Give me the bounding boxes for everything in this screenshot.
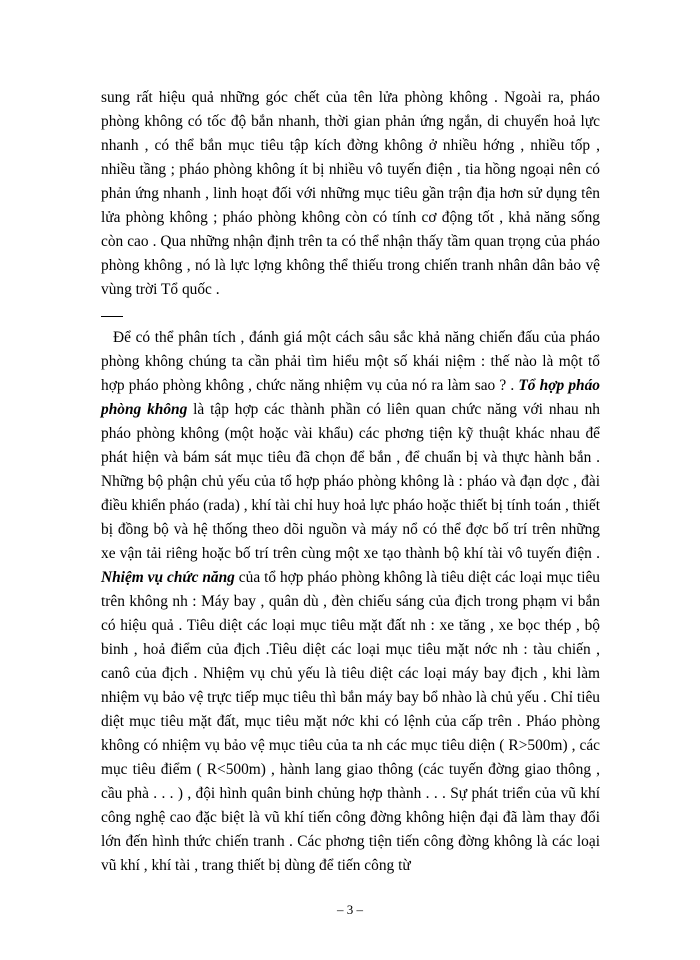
paragraph-2-part-2: là tập hợp các thành phần có liên quan chức năng với nhau nh pháo phòng không (một hoặc vài khẩu) các phơng tiện kỹ thuật khác nhau để phát hiện và bám sát mục tiêu đã chọn để bắn , để chuẩn bị và thực hành bắn . Những bộ phận chủ yếu của tổ hợp pháo phòng không là : pháo và đạn dợc , đài điều khiển pháo (rada) , khí tài chỉ huy hoả lực pháo hoặc thiết bị tính toán , thiết bị đồng bộ và hệ thống theo dõi nguồn và máy nổ có thể đợc bố trí trên những xe vận tải riêng hoặc bố trí trên cùng một xe tạo thành bộ khí tài vô tuyến điện .	[101, 401, 600, 562]
section-rule	[101, 316, 123, 317]
paragraph-2-part-3: của tổ hợp pháo phòng không là tiêu diệt các loại mục tiêu trên không nh : Máy bay , quân dù , đèn chiếu sáng của địch trong phạm vi bắn có hiệu quả . Tiêu diệt các loại mục tiêu mặt đất nh : xe tăng , xe bọc thép , bộ binh , hoả điểm của địch .Tiêu diệt các loại mục tiêu mặt nớc nh : tàu chiến , canô của địch . Nhiệm vụ chủ yếu là tiêu diệt các loại máy bay địch , khi làm nhiệm vụ bảo vệ trực tiếp mục tiêu thì bắn máy bay bổ nhào là chủ yếu . Chỉ tiêu diệt mục tiêu mặt đất, mục tiêu mặt nớc khi có lệnh của cấp trên . Pháo phòng không có nhiệm vụ bảo vệ mục tiêu của ta nh các mục tiêu diện ( R>500m) , các mục tiêu điểm ( R<500m) , hành lang giao thông (các tuyến đờng giao thông , cầu phà . . . ) , đội hình quân binh chủng hợp thành . . . Sự phát triển của vũ khí công nghệ cao đặc biệt là vũ khí tiến công đờng không hiện đại đã làm thay đổi lớn đến hình thức chiến tranh . Các phơng tiện tiến công đờng không là các loại vũ khí , khí tài , trang thiết bị dùng để tiến công từ	[101, 569, 600, 874]
paragraph-2	[101, 326, 600, 878]
paragraph-2-part-1: Để có thể phân tích , đánh giá một cách sâu sắc khả năng chiến đấu của pháo phòng không chúng ta cần phải tìm hiểu một số khái niệm : thế nào là một tổ hợp pháo phòng không , chức năng nhiệm vụ của nó ra làm sao ? .	[101, 329, 600, 394]
page-number: – 3 –	[337, 902, 363, 917]
term-nhiem-vu: Nhiệm vụ chức năng	[101, 569, 235, 586]
paragraph-1: sung rất hiệu quả những góc chết của tên lửa phòng không . Ngoài ra, pháo phòng không có tốc độ bắn nhanh, thời gian phản ứng ngắn, di chuyển hoả lực nhanh , có thể bắn mục tiêu tập kích đờng không ở nhiều hớng , nhiều tốp , nhiều tầng ; pháo phòng không ít bị nhiều vô tuyến điện , tia hồng ngoại nên có phản ứng nhanh , linh hoạt đối với những mục tiêu gần trận địa hơn sử dụng tên lửa phòng không ; pháo phòng không còn có tính cơ động tốt , khả năng sống còn cao . Qua những nhận định trên ta có thể nhận thấy tầm quan trọng của pháo phòng không , nó là lực lợng không thể thiếu trong chiến tranh nhân dân bảo vệ vùng trời Tổ quốc .	[101, 89, 600, 298]
term-to-hop-phao: Tổ hợp pháo phòng không	[101, 377, 600, 418]
document-body	[101, 86, 600, 878]
